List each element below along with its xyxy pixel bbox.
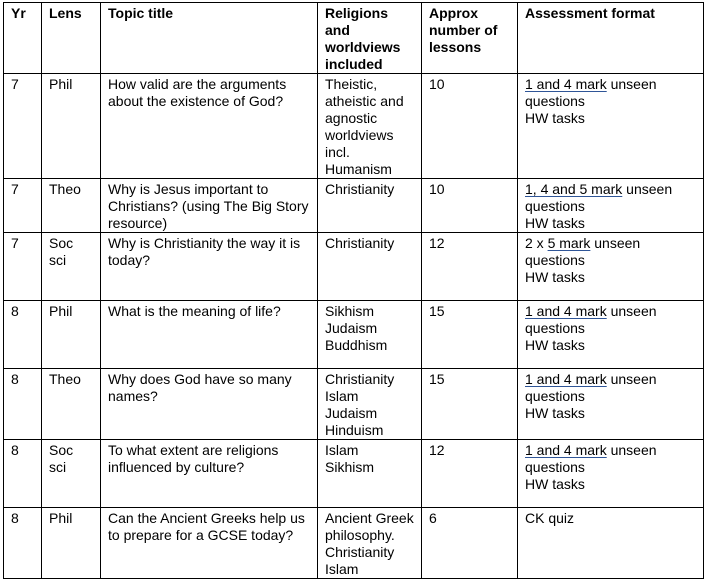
cell-yr: 7 [4,233,42,301]
cell-yr: 7 [4,74,42,179]
cell-lens: Phil [42,301,101,369]
assessment-mark: 5 mark [547,235,591,251]
cell-yr: 8 [4,369,42,440]
assessment-homework: HW tasks [525,215,585,231]
cell-lessons: 15 [422,369,518,440]
curriculum-table [3,2,704,579]
table-row [4,179,704,233]
cell-lessons: 12 [422,233,518,301]
assessment-line [525,303,697,337]
cell-topic-title: Why is Christianity the way it is today? [101,233,318,301]
assessment-description: unseen questions [525,235,641,268]
header-topic-title: Topic title [101,3,318,74]
assessment-mark: 1 and 4 mark [525,442,607,458]
header-yr: Yr [4,3,42,74]
cell-topic-title: What is the meaning of life? [101,301,318,369]
cell-assessment [518,74,704,179]
cell-lessons: 6 [422,508,518,579]
assessment-line [525,371,697,405]
assessment-prefix: 2 x [525,235,548,251]
cell-religions [318,74,422,179]
religion-item: Ancient Greek [325,510,414,526]
religion-item: atheistic and [325,93,404,109]
cell-religions [318,179,422,233]
assessment-description: unseen questions [525,76,657,109]
religion-item: Islam [325,561,359,577]
cell-topic-title: How valid are the arguments about the existence of God? [101,74,318,179]
assessment-mark: 1 and 4 mark [525,303,607,319]
assessment-line [525,442,697,476]
religion-item: Theistic, [325,76,378,92]
cell-topic-title: Why does God have so many names? [101,369,318,440]
table-row [4,369,704,440]
cell-lessons: 12 [422,440,518,508]
religion-item: Islam [325,442,359,458]
assessment-description: unseen questions [525,303,657,336]
assessment-description: unseen questions [525,181,673,214]
cell-lessons: 10 [422,179,518,233]
cell-religions [318,440,422,508]
cell-yr: 8 [4,301,42,369]
cell-lessons: 10 [422,74,518,179]
assessment-homework: HW tasks [525,269,585,285]
cell-topic-title: Can the Ancient Greeks help us to prepare for a GCSE today? [101,508,318,579]
table-body [4,74,704,579]
cell-assessment [518,369,704,440]
cell-religions [318,233,422,301]
religion-item: Buddhism [325,337,388,353]
table-row [4,233,704,301]
cell-topic-title: Why is Jesus important to Christians? (using The Big Story resource) [101,179,318,233]
religion-item: worldviews incl. [325,127,394,160]
cell-lens: Theo [42,369,101,440]
assessment-mark: 1 and 4 mark [525,76,607,92]
religion-item: Christianity [325,181,395,197]
cell-religions [318,369,422,440]
table-row [4,301,704,369]
cell-assessment [518,440,704,508]
assessment-line [525,181,697,215]
assessment-description: unseen questions [525,371,657,404]
religion-item: Judaism [325,405,378,421]
cell-yr: 8 [4,440,42,508]
religion-item: Sikhism [325,459,375,475]
cell-assessment [518,233,704,301]
table-row [4,74,704,179]
header-row [4,3,704,74]
religion-item: Hinduism [325,422,384,438]
assessment-homework: HW tasks [525,476,585,492]
table-row [4,440,704,508]
assessment-description: unseen questions [525,442,657,475]
cell-lens: Soc sci [42,233,101,301]
assessment-homework: HW tasks [525,337,585,353]
religion-item: Christianity [325,544,395,560]
header-lessons: Approx number of lessons [422,3,518,74]
header-lens: Lens [42,3,101,74]
header-religions: Religions and worldviews included [318,3,422,74]
religion-item: Christianity [325,371,395,387]
assessment-mark: 1, 4 and 5 mark [525,181,623,197]
cell-topic-title: To what extent are religions influenced by culture? [101,440,318,508]
assessment-line [525,76,697,110]
assessment-line [525,235,697,269]
cell-lens: Phil [42,74,101,179]
religion-item: Islam [325,388,359,404]
header-assessment: Assessment format [518,3,704,74]
assessment-mark: 1 and 4 mark [525,371,607,387]
cell-religions [318,508,422,579]
cell-lens: Phil [42,508,101,579]
cell-assessment [518,179,704,233]
cell-lessons: 15 [422,301,518,369]
religion-item: Christianity [325,235,395,251]
religion-item: philosophy. [325,527,395,543]
cell-assessment [518,301,704,369]
religion-item: agnostic [325,110,378,126]
religion-item: Sikhism [325,303,375,319]
religion-item: Judaism [325,320,378,336]
assessment-homework: HW tasks [525,110,585,126]
cell-yr: 7 [4,179,42,233]
cell-assessment [518,508,704,579]
cell-religions [318,301,422,369]
assessment-homework: HW tasks [525,405,585,421]
religion-item: Humanism [325,161,392,177]
cell-lens: Soc sci [42,440,101,508]
assessment-text: CK quiz [525,510,575,526]
cell-yr: 8 [4,508,42,579]
cell-lens: Theo [42,179,101,233]
table-row [4,508,704,579]
